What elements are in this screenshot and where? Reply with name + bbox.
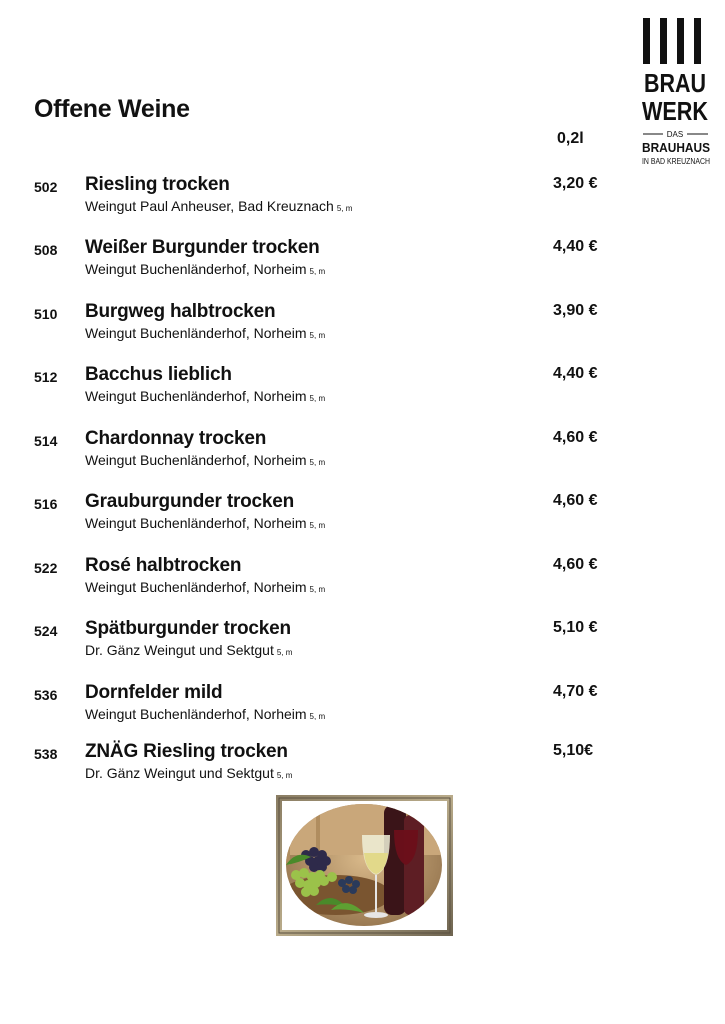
wine-name: Dornfelder mild: [85, 682, 223, 703]
wine-name: Grauburgunder trocken: [85, 491, 295, 512]
wine-price: 4,60 €: [553, 429, 598, 446]
item-number: 536: [34, 687, 58, 703]
additives-note: 5, m: [309, 331, 326, 340]
wine-price: 4,60 €: [553, 556, 598, 573]
wine-name: ZNÄG Riesling trocken: [85, 741, 288, 762]
wine-item: [0, 557, 725, 607]
wine-price: 4,40 €: [553, 238, 598, 255]
wine-producer-line: [85, 765, 292, 781]
wine-item: [0, 430, 725, 480]
producer: Weingut Buchenländerhof, Norheim: [85, 706, 307, 722]
logo-das: DAS: [666, 130, 684, 139]
item-number: 512: [34, 369, 58, 385]
wine-name: Burgweg halbtrocken: [85, 301, 276, 322]
item-number: 522: [34, 560, 58, 576]
wine-item: [0, 303, 725, 353]
wine-item: [0, 620, 725, 670]
wine-price: 4,70 €: [553, 683, 598, 700]
item-number: 510: [34, 306, 58, 322]
logo-location: IN BAD KREUZNACH: [642, 157, 711, 166]
wine-price: 4,60 €: [553, 492, 598, 509]
wine-price: 3,90 €: [553, 302, 598, 319]
wine-price: 4,40 €: [553, 365, 598, 382]
logo-bar: [677, 18, 684, 64]
wine-item: [0, 176, 725, 226]
wine-producer-line: [85, 325, 325, 341]
item-number: 514: [34, 433, 58, 449]
logo-brauhaus: BRAUHAUS: [642, 140, 711, 155]
item-number: 516: [34, 496, 58, 512]
producer: Dr. Gänz Weingut und Sektgut: [85, 765, 274, 781]
wine-name: Riesling trocken: [85, 174, 230, 195]
additives-note: 5, m: [336, 204, 353, 213]
additives-note: 5, m: [309, 394, 326, 403]
wine-item: [0, 239, 725, 289]
wine-producer-line: [85, 388, 325, 404]
additives-note: 5, m: [309, 267, 326, 276]
wine-producer-line: [85, 579, 325, 595]
producer: Weingut Buchenländerhof, Norheim: [85, 452, 307, 468]
producer: Weingut Paul Anheuser, Bad Kreuznach: [85, 198, 334, 214]
producer: Weingut Buchenländerhof, Norheim: [85, 579, 307, 595]
logo-werk: WERK: [642, 96, 709, 126]
wine-name: Spätburgunder trocken: [85, 618, 291, 639]
additives-note: 5, m: [309, 458, 326, 467]
brauwerk-logo: [641, 16, 711, 176]
item-number: 538: [34, 746, 58, 762]
producer: Weingut Buchenländerhof, Norheim: [85, 388, 307, 404]
additives-note: 5, m: [309, 712, 326, 721]
producer: Dr. Gänz Weingut und Sektgut: [85, 642, 274, 658]
wine-name: Weißer Burgunder trocken: [85, 237, 320, 258]
wine-producer-line: [85, 706, 325, 722]
wine-item: [0, 366, 725, 416]
wine-producer-line: [85, 642, 292, 658]
wine-producer-line: [85, 452, 325, 468]
wine-name: Chardonnay trocken: [85, 428, 267, 449]
item-number: 508: [34, 242, 58, 258]
item-number: 524: [34, 623, 58, 639]
additives-note: 5, m: [276, 648, 293, 657]
serving-size-label: 0,2l: [557, 130, 584, 147]
additives-note: 5, m: [309, 521, 326, 530]
wine-name: Bacchus lieblich: [85, 364, 232, 385]
producer: Weingut Buchenländerhof, Norheim: [85, 325, 307, 341]
logo-bar: [660, 18, 667, 64]
additives-note: 5, m: [276, 771, 293, 780]
wine-name: Rosé halbtrocken: [85, 555, 242, 576]
wine-price: 3,20 €: [553, 175, 598, 192]
logo-brau: BRAU: [644, 68, 706, 98]
wine-item: [0, 684, 725, 734]
wine-item: [0, 743, 725, 793]
wine-price: 5,10€: [553, 742, 594, 759]
logo-bar: [694, 18, 701, 64]
wine-producer-line: [85, 198, 352, 214]
page-title: Offene Weine: [34, 95, 190, 123]
logo-bar: [643, 18, 650, 64]
wine-item: [0, 493, 725, 543]
producer: Weingut Buchenländerhof, Norheim: [85, 515, 307, 531]
additives-note: 5, m: [309, 585, 326, 594]
wine-picture: [276, 795, 453, 936]
wine-producer-line: [85, 261, 325, 277]
item-number: 502: [34, 179, 58, 195]
producer: Weingut Buchenländerhof, Norheim: [85, 261, 307, 277]
wine-price: 5,10 €: [553, 619, 598, 636]
wine-producer-line: [85, 515, 325, 531]
